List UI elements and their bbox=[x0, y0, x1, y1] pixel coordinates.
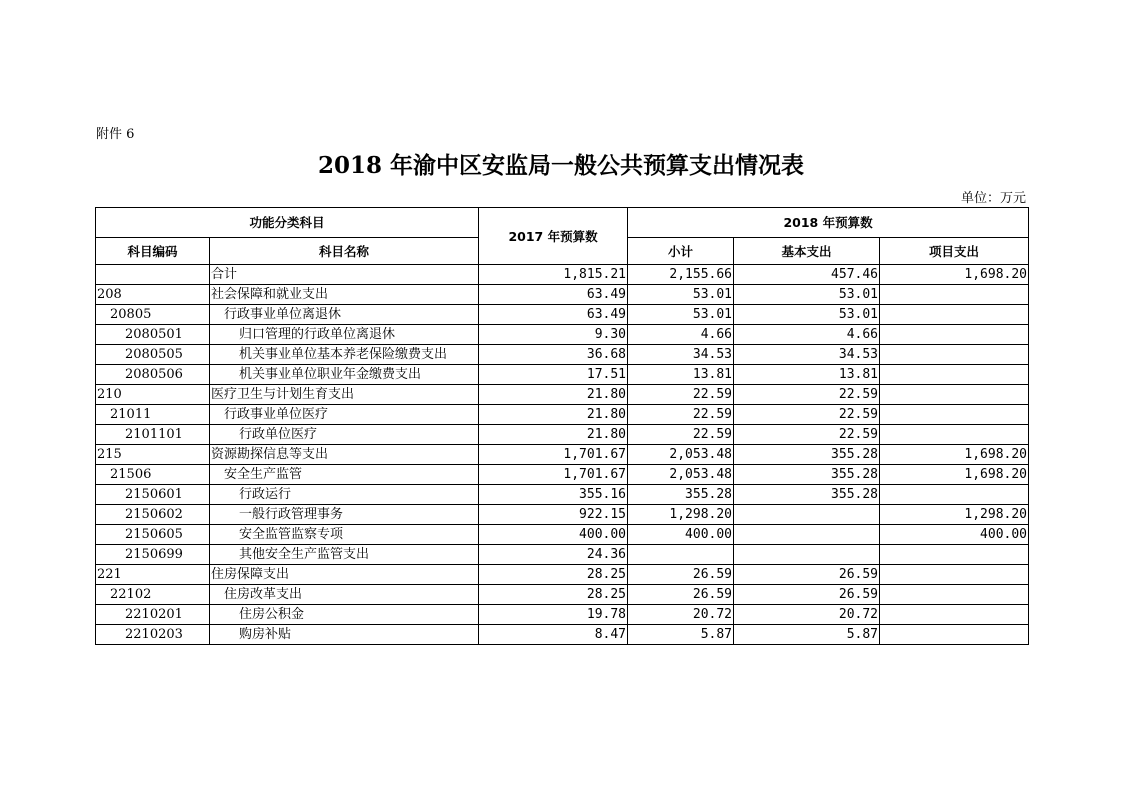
budget-2017-cell: 922.15 bbox=[479, 505, 628, 525]
budget-2017-cell: 1,815.21 bbox=[479, 265, 628, 285]
subject-name-cell: 住房改革支出 bbox=[210, 585, 479, 605]
subtotal-cell: 2,155.66 bbox=[628, 265, 734, 285]
table-row bbox=[96, 325, 1029, 345]
basic-expenditure-cell: 13.81 bbox=[734, 365, 880, 385]
subtotal-cell: 400.00 bbox=[628, 525, 734, 545]
subtotal-cell: 22.59 bbox=[628, 385, 734, 405]
budget-2017-cell: 400.00 bbox=[479, 525, 628, 545]
subject-code-cell: 2210201 bbox=[96, 605, 210, 625]
subject-name-cell: 归口管理的行政单位离退休 bbox=[210, 325, 479, 345]
project-expenditure-cell bbox=[880, 605, 1029, 625]
subject-code-cell: 2080501 bbox=[96, 325, 210, 345]
attachment-label: 附件 6 bbox=[96, 127, 135, 142]
budget-2017-cell: 21.80 bbox=[479, 405, 628, 425]
subject-name-cell: 其他安全生产监管支出 bbox=[210, 545, 479, 565]
unit-label: 单位：万元 bbox=[960, 191, 1026, 206]
subtotal-cell: 13.81 bbox=[628, 365, 734, 385]
subject-code-cell: 2150699 bbox=[96, 545, 210, 565]
project-expenditure-cell: 400.00 bbox=[880, 525, 1029, 545]
subject-name-cell: 住房公积金 bbox=[210, 605, 479, 625]
subject-name-cell: 安全监管监察专项 bbox=[210, 525, 479, 545]
budget-table bbox=[95, 207, 1029, 645]
project-expenditure-cell: 1,298.20 bbox=[880, 505, 1029, 525]
basic-expenditure-cell: 26.59 bbox=[734, 585, 880, 605]
project-expenditure-cell bbox=[880, 345, 1029, 365]
budget-2017-cell: 1,701.67 bbox=[479, 445, 628, 465]
table-row bbox=[96, 565, 1029, 585]
subject-code-cell: 20805 bbox=[96, 305, 210, 325]
table-row bbox=[96, 605, 1029, 625]
basic-expenditure-cell: 34.53 bbox=[734, 345, 880, 365]
table-row bbox=[96, 405, 1029, 425]
basic-expenditure-cell: 355.28 bbox=[734, 485, 880, 505]
subject-code-cell: 2210203 bbox=[96, 625, 210, 645]
subject-name-cell: 一般行政管理事务 bbox=[210, 505, 479, 525]
project-expenditure-cell bbox=[880, 285, 1029, 305]
header-project-expenditure: 项目支出 bbox=[880, 238, 1029, 265]
subject-code-cell: 215 bbox=[96, 445, 210, 465]
subject-name-cell: 医疗卫生与计划生育支出 bbox=[210, 385, 479, 405]
subject-name-cell: 行政运行 bbox=[210, 485, 479, 505]
basic-expenditure-cell: 20.72 bbox=[734, 605, 880, 625]
subject-code-cell: 2080506 bbox=[96, 365, 210, 385]
table-row bbox=[96, 545, 1029, 565]
subtotal-cell: 22.59 bbox=[628, 405, 734, 425]
subtotal-cell: 53.01 bbox=[628, 285, 734, 305]
subtotal-cell: 20.72 bbox=[628, 605, 734, 625]
basic-expenditure-cell bbox=[734, 545, 880, 565]
subject-code-cell: 22102 bbox=[96, 585, 210, 605]
table-row bbox=[96, 585, 1029, 605]
budget-2017-cell: 24.36 bbox=[479, 545, 628, 565]
subject-code-cell: 2150601 bbox=[96, 485, 210, 505]
table-row bbox=[96, 265, 1029, 285]
subtotal-cell: 4.66 bbox=[628, 325, 734, 345]
budget-2017-cell: 21.80 bbox=[479, 385, 628, 405]
basic-expenditure-cell: 53.01 bbox=[734, 305, 880, 325]
subtotal-cell: 5.87 bbox=[628, 625, 734, 645]
project-expenditure-cell bbox=[880, 485, 1029, 505]
subject-name-cell: 安全生产监管 bbox=[210, 465, 479, 485]
budget-2017-cell: 28.25 bbox=[479, 585, 628, 605]
header-subject-name: 科目名称 bbox=[210, 238, 479, 265]
subject-name-cell: 社会保障和就业支出 bbox=[210, 285, 479, 305]
table-row bbox=[96, 465, 1029, 485]
header-2018-budget: 2018 年预算数 bbox=[628, 208, 1029, 238]
subject-code-cell: 208 bbox=[96, 285, 210, 305]
subject-name-cell: 行政事业单位离退休 bbox=[210, 305, 479, 325]
table-row bbox=[96, 285, 1029, 305]
subtotal-cell: 355.28 bbox=[628, 485, 734, 505]
subject-code-cell: 2080505 bbox=[96, 345, 210, 365]
basic-expenditure-cell: 355.28 bbox=[734, 445, 880, 465]
subject-name-cell: 购房补贴 bbox=[210, 625, 479, 645]
basic-expenditure-cell: 457.46 bbox=[734, 265, 880, 285]
subject-code-cell: 21506 bbox=[96, 465, 210, 485]
subject-code-cell: 2150605 bbox=[96, 525, 210, 545]
header-basic-expenditure: 基本支出 bbox=[734, 238, 880, 265]
subtotal-cell: 1,298.20 bbox=[628, 505, 734, 525]
subject-code-cell: 2150602 bbox=[96, 505, 210, 525]
budget-2017-cell: 63.49 bbox=[479, 305, 628, 325]
subtotal-cell: 2,053.48 bbox=[628, 465, 734, 485]
table-row bbox=[96, 365, 1029, 385]
subtotal-cell: 34.53 bbox=[628, 345, 734, 365]
subject-name-cell: 行政单位医疗 bbox=[210, 425, 479, 445]
project-expenditure-cell bbox=[880, 365, 1029, 385]
project-expenditure-cell bbox=[880, 425, 1029, 445]
subject-name-cell: 住房保障支出 bbox=[210, 565, 479, 585]
subtotal-cell bbox=[628, 545, 734, 565]
basic-expenditure-cell: 22.59 bbox=[734, 405, 880, 425]
subtotal-cell: 2,053.48 bbox=[628, 445, 734, 465]
budget-2017-cell: 17.51 bbox=[479, 365, 628, 385]
basic-expenditure-cell bbox=[734, 525, 880, 545]
budget-2017-cell: 28.25 bbox=[479, 565, 628, 585]
subject-code-cell: 221 bbox=[96, 565, 210, 585]
project-expenditure-cell bbox=[880, 545, 1029, 565]
project-expenditure-cell bbox=[880, 565, 1029, 585]
project-expenditure-cell: 1,698.20 bbox=[880, 265, 1029, 285]
project-expenditure-cell: 1,698.20 bbox=[880, 445, 1029, 465]
project-expenditure-cell bbox=[880, 585, 1029, 605]
project-expenditure-cell bbox=[880, 325, 1029, 345]
subject-code-cell: 210 bbox=[96, 385, 210, 405]
basic-expenditure-cell: 355.28 bbox=[734, 465, 880, 485]
header-2017-budget: 2017 年预算数 bbox=[479, 208, 628, 265]
basic-expenditure-cell: 22.59 bbox=[734, 425, 880, 445]
subtotal-cell: 26.59 bbox=[628, 565, 734, 585]
table-row bbox=[96, 625, 1029, 645]
table-row bbox=[96, 385, 1029, 405]
table-row bbox=[96, 345, 1029, 365]
subject-name-cell: 机关事业单位基本养老保险缴费支出 bbox=[210, 345, 479, 365]
header-subtotal: 小计 bbox=[628, 238, 734, 265]
project-expenditure-cell: 1,698.20 bbox=[880, 465, 1029, 485]
budget-2017-cell: 1,701.67 bbox=[479, 465, 628, 485]
budget-2017-cell: 9.30 bbox=[479, 325, 628, 345]
table-row bbox=[96, 445, 1029, 465]
project-expenditure-cell bbox=[880, 625, 1029, 645]
subject-code-cell: 2101101 bbox=[96, 425, 210, 445]
subtotal-cell: 53.01 bbox=[628, 305, 734, 325]
budget-2017-cell: 63.49 bbox=[479, 285, 628, 305]
project-expenditure-cell bbox=[880, 405, 1029, 425]
table-row bbox=[96, 485, 1029, 505]
subtotal-cell: 22.59 bbox=[628, 425, 734, 445]
subject-name-cell: 资源勘探信息等支出 bbox=[210, 445, 479, 465]
table-body bbox=[96, 265, 1029, 645]
project-expenditure-cell bbox=[880, 305, 1029, 325]
table-row bbox=[96, 305, 1029, 325]
page-title: 2018 年渝中区安监局一般公共预算支出情况表 bbox=[317, 152, 805, 179]
basic-expenditure-cell bbox=[734, 505, 880, 525]
header-subject-code: 科目编码 bbox=[96, 238, 210, 265]
subject-name-cell: 合计 bbox=[210, 265, 479, 285]
subject-code-cell bbox=[96, 265, 210, 285]
basic-expenditure-cell: 22.59 bbox=[734, 385, 880, 405]
table-row bbox=[96, 505, 1029, 525]
subtotal-cell: 26.59 bbox=[628, 585, 734, 605]
project-expenditure-cell bbox=[880, 385, 1029, 405]
budget-2017-cell: 21.80 bbox=[479, 425, 628, 445]
budget-2017-cell: 355.16 bbox=[479, 485, 628, 505]
budget-2017-cell: 19.78 bbox=[479, 605, 628, 625]
basic-expenditure-cell: 26.59 bbox=[734, 565, 880, 585]
subject-code-cell: 21011 bbox=[96, 405, 210, 425]
table-row bbox=[96, 525, 1029, 545]
basic-expenditure-cell: 5.87 bbox=[734, 625, 880, 645]
subject-name-cell: 机关事业单位职业年金缴费支出 bbox=[210, 365, 479, 385]
basic-expenditure-cell: 53.01 bbox=[734, 285, 880, 305]
budget-2017-cell: 36.68 bbox=[479, 345, 628, 365]
header-function-classification: 功能分类科目 bbox=[96, 208, 479, 238]
budget-2017-cell: 8.47 bbox=[479, 625, 628, 645]
subject-name-cell: 行政事业单位医疗 bbox=[210, 405, 479, 425]
table-row bbox=[96, 425, 1029, 445]
basic-expenditure-cell: 4.66 bbox=[734, 325, 880, 345]
